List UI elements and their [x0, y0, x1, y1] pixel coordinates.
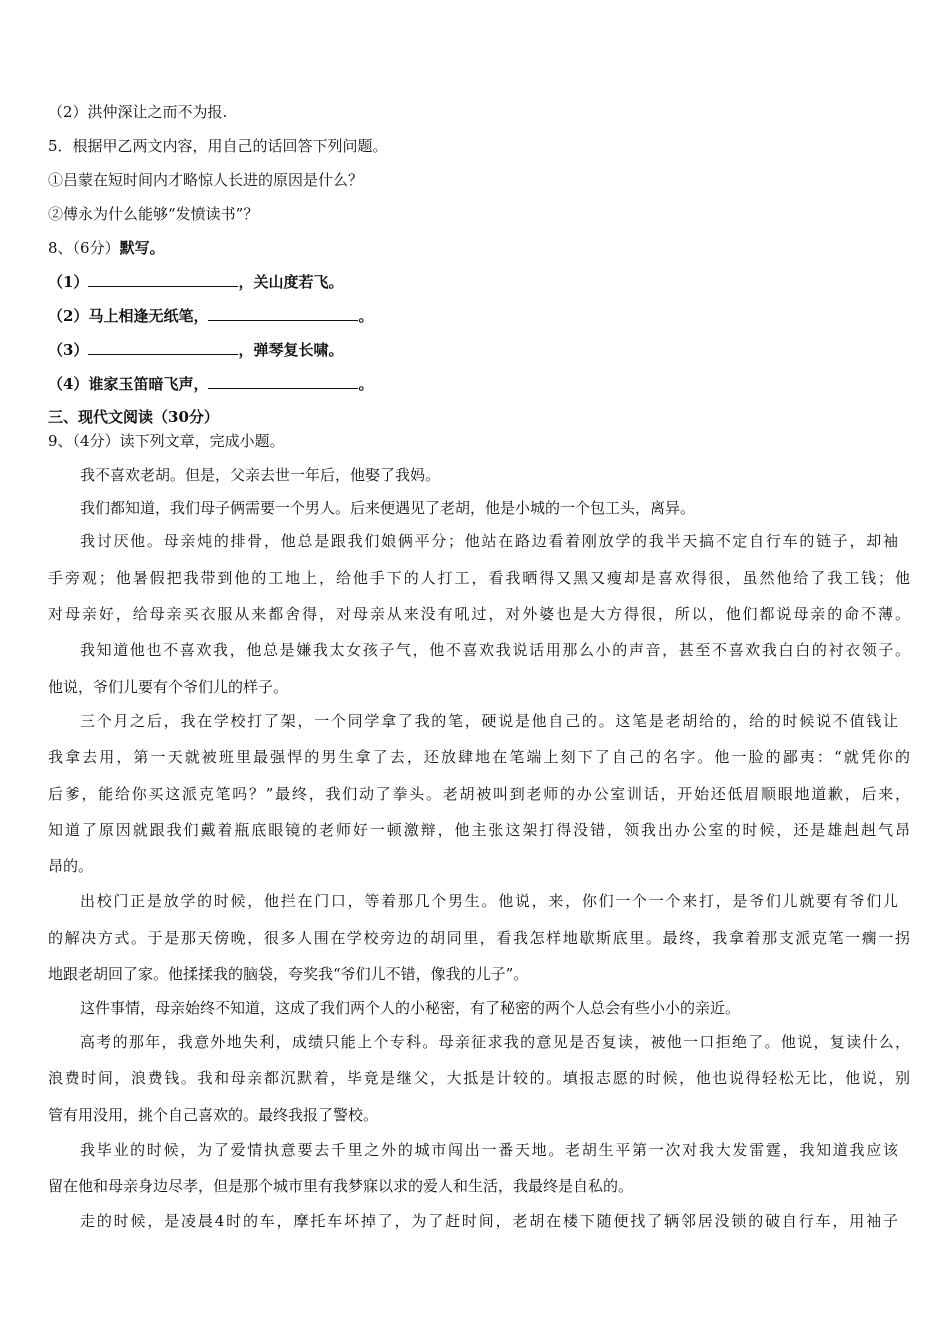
passage-line: 的解决方式。于是那天傍晚，很多人围在学校旁边的胡同里，看我怎样地歇斯底里。最终，我拿着那支派克笔一瘸一拐	[48, 929, 910, 947]
q8-number: 8、（6分）	[48, 239, 120, 257]
q4-item-2: （2）洪仲深让之而不为报.	[48, 103, 228, 121]
answer-blank[interactable]	[208, 373, 358, 389]
passage-line: 手旁观；他暑假把我带到他的工地上，给他手下的人打工，看我晒得又黑又瘦却是喜欢得很，虽然他给了我工钱；他	[48, 569, 910, 587]
passage-line: 他说，爷们儿要有个爷们儿的样子。	[48, 678, 289, 696]
dictation-item: （3） ，弹琴复长啸。	[48, 341, 344, 359]
passage-line: 走的时候，是凌晨4时的车，摩托车坏掉了，为了赶时间，老胡在楼下随便找了辆邻居没锁的破自行车，用袖子	[80, 1212, 898, 1230]
passage-line: 后爹，能给你买这派克笔吗？”最终，我们动了拳头。老胡被叫到老师的办公室训话，开始还低眉顺眼地道歉，后来，	[48, 785, 910, 803]
passage-line: 昂的。	[48, 857, 94, 875]
dictation-item: （1） ，关山度若飞。	[48, 273, 344, 291]
passage-line: 我讨厌他。母亲炖的排骨，他总是跟我们娘俩平分；他站在路边看着刚放学的我半天搞不定自行车的链子，却袖	[80, 532, 898, 550]
passage-line: 地跟老胡回了家。他揉揉我的脑袋，夸奖我“爷们儿不错，像我的儿子”。	[48, 965, 529, 983]
q8-heading	[48, 237, 165, 259]
q5-stem: 5．根据甲乙两文内容，用自己的话回答下列问题。	[48, 137, 388, 155]
answer-blank[interactable]	[88, 271, 238, 287]
passage-line: 留在他和母亲身边尽孝，但是那个城市里有我梦寐以求的爱人和生活，我最终是自私的。	[48, 1177, 634, 1195]
q5-item-1: ①吕蒙在短时间内才略惊人长进的原因是什么？	[48, 171, 364, 189]
passage-line: 三个月之后，我在学校打了架，一个同学拿了我的笔，硬说是他自己的。这笔是老胡给的，给的时候说不值钱让	[80, 712, 898, 730]
passage-line: 这件事情，母亲始终不知道，这成了我们两个人的小秘密，有了秘密的两个人总会有些小小的亲近。	[80, 999, 741, 1017]
q8-title: 默写。	[119, 239, 165, 257]
q5-item-2: ②傅永为什么能够“发愤读书”？	[48, 205, 259, 223]
dictation-item: （4）谁家玉笛暗飞声， 。	[48, 375, 374, 393]
passage-line: 我毕业的时候，为了爱情执意要去千里之外的城市闯出一番天地。老胡生平第一次对我大发雷霆，我知道我应该	[80, 1141, 898, 1159]
passage-line: 我拿去用，第一天就被班里最强悍的男生拿了去，还放肆地在笔端上刻下了自己的名字。他一脸的鄙夷：“就凭你的	[48, 748, 910, 766]
passage-line: 我不喜欢老胡。但是，父亲去世一年后，他娶了我妈。	[80, 466, 441, 484]
passage-line: 浪费时间，浪费钱。我和母亲都沉默着，毕竟是继父，大抵是计较的。填报志愿的时候，他也说得轻松无比，他说，别	[48, 1069, 910, 1087]
passage-line: 出校门正是放学的时候，他拦在门口，等着那几个男生。他说，来，你们一个一个来打，是爷们儿就要有爷们儿	[80, 892, 898, 910]
section-3-heading: 三、现代文阅读（30分）	[48, 408, 219, 426]
answer-blank[interactable]	[88, 339, 238, 355]
passage-line: 知道了原因就跟我们戴着瓶底眼镜的老师好一顿激辩，他主张这架打得没错，领我出办公室的时候，还是雄赳赳气昂	[48, 821, 910, 839]
q9-stem: 9、（4分）读下列文章，完成小题。	[48, 432, 285, 450]
passage-line: 高考的那年，我意外地失利，成绩只能上个专科。母亲征求我的意见是否复读，被他一口拒绝了。他说，复读什么，	[80, 1033, 910, 1051]
passage-line: 我知道他也不喜欢我，他总是嫌我太女孩子气，他不喜欢我说话用那么小的声音，甚至不喜欢我白白的衬衣领子。	[80, 641, 910, 659]
dictation-item: （2）马上相逢无纸笔， 。	[48, 307, 374, 325]
passage-line: 对母亲好，给母亲买衣服从来都舍得，对母亲从来没有吼过，对外婆也是大方得很，所以，他们都说母亲的命不薄。	[48, 605, 910, 623]
passage-line: 管有用没用，挑个自己喜欢的。最终我报了警校。	[48, 1106, 379, 1124]
passage-line: 我们都知道，我们母子俩需要一个男人。后来便遇见了老胡，他是小城的一个包工头，离异。	[80, 499, 696, 517]
answer-blank[interactable]	[208, 305, 358, 321]
